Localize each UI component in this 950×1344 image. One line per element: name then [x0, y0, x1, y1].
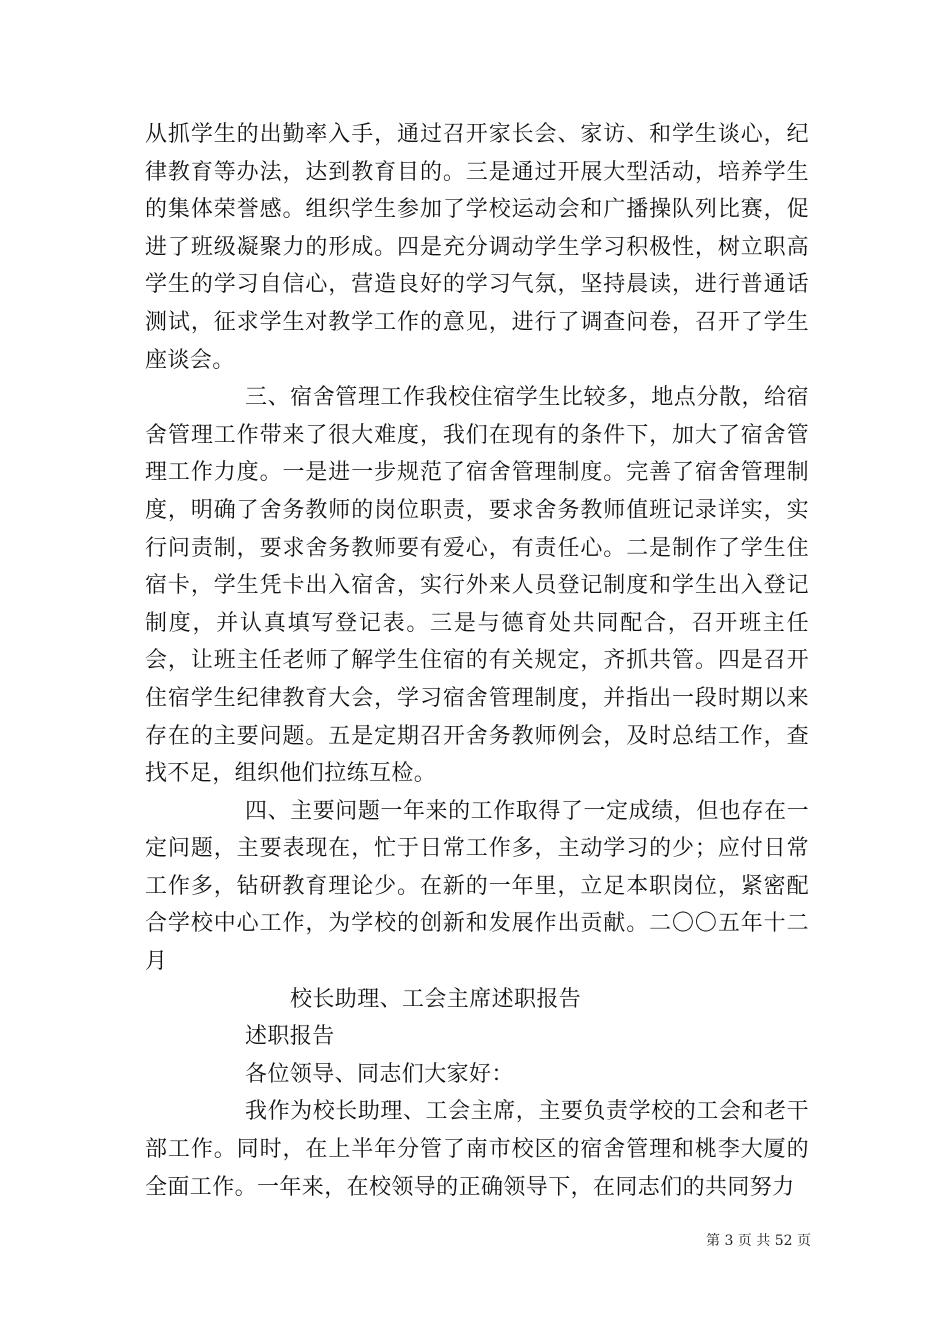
paragraph-report-intro: 我作为校长助理、工会主席，主要负责学校的工会和老干部工作。同时，在上半年分管了南市校区的宿舍管理和桃李大厦的全面工作。一年来，在校领导的正确领导下，在同志们的共同努力: [145, 1099, 809, 1200]
paragraph-dormitory-management: 三、宿舍管理工作我校住宿学生比较多，地点分散，给宿舍管理工作带来了很大难度，我们在现有的条件下，加大了宿舍管理工作力度。一是进一步规范了宿舍管理制度。完善了宿舍管理制度，明确了舍务教师的岗位职责，要求舍务教师值班记录详实，实行问责制，要求舍务教师要有爱心，有责任心。二是制作了学生住宿卡，学生凭卡出入宿舍，实行外来人员登记制度和学生出入登记制度，并认真填写登记表。三是与德育处共同配合，召开班主任会，让班主任老师了解学生住宿的有关规定，齐抓共管。四是召开住宿学生纪律教育大会，学习宿舍管理制度，并指出一段时期以来存在的主要问题。五是定期召开舍务教师例会，及时总结工作，查找不足，组织他们拉练互检。: [145, 385, 809, 787]
report-salutation: 各位领导、同志们大家好：: [245, 1061, 514, 1087]
paragraph-student-discipline: 从抓学生的出勤率入手，通过召开家长会、家访、和学生谈心，纪律教育等办法，达到教育目的。三是通过开展大型活动，培养学生的集体荣誉感。组织学生参加了学校运动会和广播操队列比赛，促进了班级凝聚力的形成。四是充分调动学生学习积极性，树立职高学生的学习自信心，营造良好的学习气氛，坚持晨读，进行普通话测试，征求学生对教学工作的意见，进行了调查问卷，召开了学生座谈会。: [145, 122, 809, 373]
report-subtitle: 述职报告: [245, 1024, 335, 1050]
paragraph-main-problems: 四、主要问题一年来的工作取得了一定成绩，但也存在一定问题，主要表现在，忙于日常工作多，主动学习的少；应付日常工作多，钻研教育理论少。在新的一年里，立足本职岗位，紧密配合学校中心工作，为学校的创新和发展作出贡献。二〇〇五年十二月: [145, 798, 809, 975]
document-body: [145, 116, 809, 1206]
page-number: 第 3 页 共 52 页: [706, 1233, 811, 1249]
report-title: 校长助理、工会主席述职报告: [290, 986, 582, 1012]
